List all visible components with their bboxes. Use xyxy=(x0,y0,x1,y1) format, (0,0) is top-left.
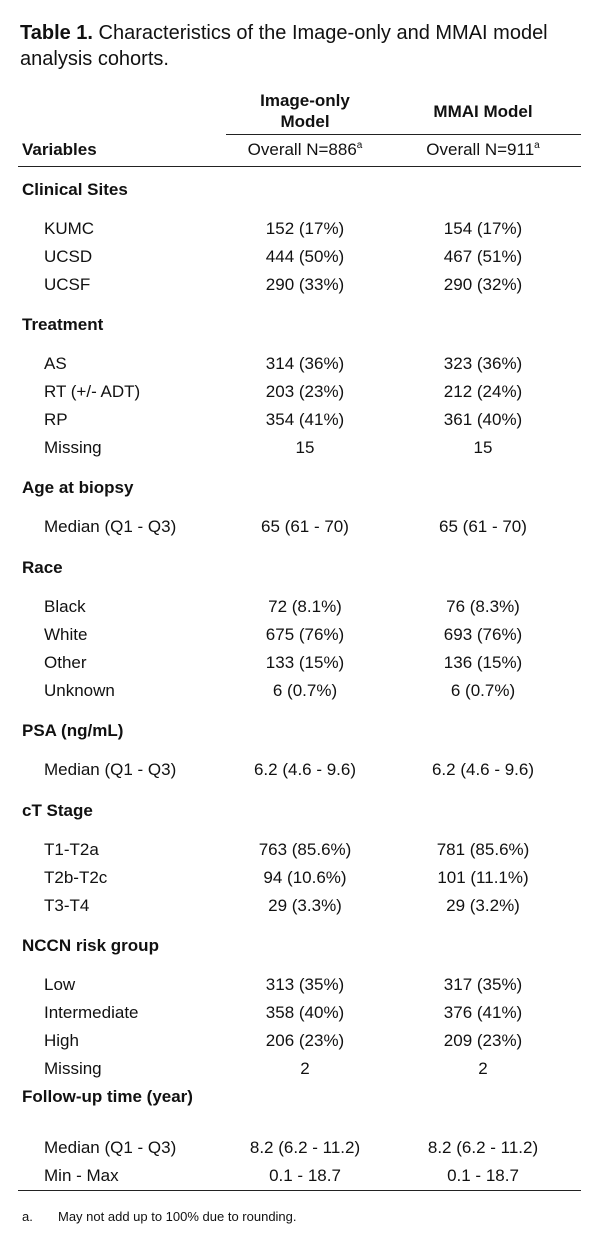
table-row xyxy=(0,758,601,782)
col2-subheader xyxy=(410,140,556,160)
row-label: T1-T2a xyxy=(44,840,99,859)
image-only-value: 6.2 (4.6 - 9.6) xyxy=(253,760,357,779)
mmai-value: 317 (35%) xyxy=(443,975,523,994)
row-label: High xyxy=(44,1031,79,1050)
image-only-value: 675 (76%) xyxy=(265,625,345,644)
row-label: Intermediate xyxy=(44,1003,139,1022)
mmai-value: 212 (24%) xyxy=(443,382,523,401)
row-label: Missing xyxy=(44,438,102,457)
table-row xyxy=(0,623,601,647)
mmai-value: 6.2 (4.6 - 9.6) xyxy=(431,760,535,779)
table-row xyxy=(0,408,601,432)
table-row xyxy=(0,515,601,539)
section-header: NCCN risk group xyxy=(22,936,159,955)
table-row xyxy=(0,894,601,918)
col-header-image-only xyxy=(226,90,384,132)
section-header: Race xyxy=(22,558,63,577)
row-label: KUMC xyxy=(44,219,95,238)
row-label: UCSD xyxy=(44,247,93,266)
mmai-value: 467 (51%) xyxy=(443,247,523,266)
image-only-value: 358 (40%) xyxy=(265,1003,345,1022)
image-only-value: 152 (17%) xyxy=(265,219,345,238)
row-label: T2b-T2c xyxy=(44,868,108,887)
footnote-mark: a. xyxy=(22,1209,33,1224)
mmai-value: 6 (0.7%) xyxy=(450,681,516,700)
mmai-value: 2 xyxy=(478,1059,488,1078)
image-only-value: 65 (61 - 70) xyxy=(261,517,349,536)
variables-header: Variables xyxy=(22,140,97,159)
table-row xyxy=(0,1057,601,1081)
table-title xyxy=(20,20,585,72)
footnote-text: May not add up to 100% due to rounding. xyxy=(58,1209,297,1224)
mmai-value: 29 (3.2%) xyxy=(446,896,520,915)
image-only-value: 354 (41%) xyxy=(265,410,345,429)
table-row xyxy=(0,436,601,460)
mmai-value: 76 (8.3%) xyxy=(446,597,520,616)
image-only-value: 2 xyxy=(300,1059,310,1078)
row-label: Other xyxy=(44,653,87,672)
table-row xyxy=(0,1001,601,1025)
table-row xyxy=(0,679,601,703)
table-bottom-rule xyxy=(18,1190,581,1191)
image-only-value: 8.2 (6.2 - 11.2) xyxy=(249,1138,361,1157)
section-header: Age at biopsy xyxy=(22,478,134,497)
section-header: Clinical Sites xyxy=(22,180,128,199)
section-header: Follow-up time (year) xyxy=(22,1087,193,1106)
table-row xyxy=(0,1136,601,1160)
table-row xyxy=(0,1164,601,1188)
mmai-value: 376 (41%) xyxy=(443,1003,523,1022)
image-only-value: 133 (15%) xyxy=(265,653,345,672)
mmai-value: 693 (76%) xyxy=(443,625,523,644)
header-bottom-rule xyxy=(18,166,581,167)
col1-subheader xyxy=(226,140,384,160)
section-header: cT Stage xyxy=(22,801,93,820)
table-row xyxy=(0,838,601,862)
row-label: Median (Q1 - Q3) xyxy=(44,517,177,536)
table-row xyxy=(0,245,601,269)
table-row xyxy=(0,651,601,675)
image-only-value: 6 (0.7%) xyxy=(272,681,338,700)
image-only-value: 313 (35%) xyxy=(265,975,345,994)
row-label: RT (+/- ADT) xyxy=(44,382,141,401)
header-underline xyxy=(226,134,581,135)
mmai-value: 65 (61 - 70) xyxy=(439,517,527,536)
table-row xyxy=(0,217,601,241)
image-only-value: 72 (8.1%) xyxy=(268,597,342,616)
mmai-value: 154 (17%) xyxy=(443,219,523,238)
mmai-value: 0.1 - 18.7 xyxy=(447,1166,519,1185)
row-label: Black xyxy=(44,597,86,616)
table-title-label: Table 1. xyxy=(20,22,93,44)
image-only-value: 290 (33%) xyxy=(265,275,345,294)
row-label: T3-T4 xyxy=(44,896,90,915)
row-label: Unknown xyxy=(44,681,115,700)
mmai-value: 136 (15%) xyxy=(443,653,523,672)
image-only-value: 29 (3.3%) xyxy=(268,896,342,915)
col1-superscript: a xyxy=(356,140,363,151)
col1-n: Overall N=886 xyxy=(247,140,357,159)
mmai-value: 101 (11.1%) xyxy=(437,868,529,887)
col-header-image-only-line1: Image-only xyxy=(260,91,350,110)
row-label: Min - Max xyxy=(44,1166,119,1185)
mmai-value: 15 xyxy=(473,438,493,457)
image-only-value: 94 (10.6%) xyxy=(263,868,347,887)
table-row xyxy=(0,380,601,404)
row-label: UCSF xyxy=(44,275,91,294)
table-row xyxy=(0,866,601,890)
table-row xyxy=(0,273,601,297)
col2-n: Overall N=911 xyxy=(426,140,535,159)
mmai-value: 361 (40%) xyxy=(443,410,523,429)
mmai-value: 323 (36%) xyxy=(443,354,523,373)
mmai-value: 290 (32%) xyxy=(443,275,523,294)
row-label: Median (Q1 - Q3) xyxy=(44,760,177,779)
image-only-value: 763 (85.6%) xyxy=(258,840,352,859)
image-only-value: 0.1 - 18.7 xyxy=(269,1166,341,1185)
mmai-value: 781 (85.6%) xyxy=(436,840,530,859)
mmai-value: 8.2 (6.2 - 11.2) xyxy=(427,1138,539,1157)
footnote xyxy=(22,1209,297,1224)
table-row xyxy=(0,1029,601,1053)
table-title-text: Characteristics of the Image-only and MMAI model analysis cohorts. xyxy=(20,22,548,70)
col2-superscript: a xyxy=(534,140,540,151)
section-header: PSA (ng/mL) xyxy=(22,721,124,740)
image-only-value: 203 (23%) xyxy=(265,382,345,401)
section-header: Treatment xyxy=(22,315,104,334)
image-only-value: 314 (36%) xyxy=(265,354,345,373)
image-only-value: 444 (50%) xyxy=(265,247,345,266)
table-row xyxy=(0,352,601,376)
table-row xyxy=(0,595,601,619)
image-only-value: 15 xyxy=(295,438,315,457)
image-only-value: 206 (23%) xyxy=(265,1031,345,1050)
col-header-mmai: MMAI Model xyxy=(433,102,533,121)
row-label: Missing xyxy=(44,1059,102,1078)
row-label: Median (Q1 - Q3) xyxy=(44,1138,177,1157)
row-label: Low xyxy=(44,975,76,994)
table-row xyxy=(0,973,601,997)
row-label: RP xyxy=(44,410,68,429)
mmai-value: 209 (23%) xyxy=(443,1031,523,1050)
row-label: AS xyxy=(44,354,67,373)
col-header-image-only-line2: Model xyxy=(280,112,330,131)
row-label: White xyxy=(44,625,88,644)
